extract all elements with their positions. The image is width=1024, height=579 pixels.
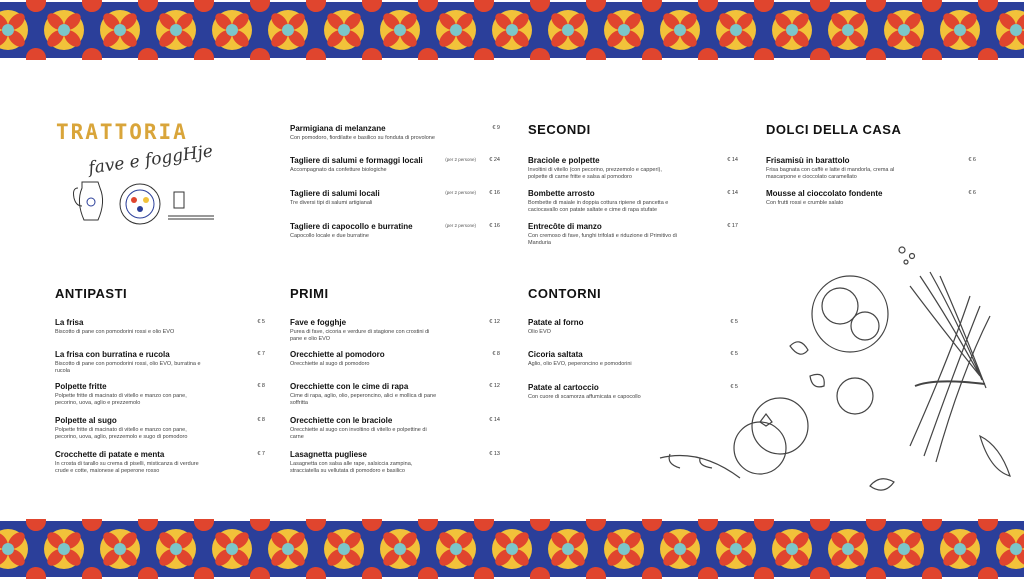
item-description: Con cremoso di fave, funghi trifolati e riduzione di Primitivo di Manduria [528, 233, 677, 246]
item-price: € 24 [489, 157, 500, 163]
item-description: Involtini di vitello (con pecorino, prezzemolo e capperi), polpette di carne fritte e salsa al pomodoro [528, 167, 662, 180]
item-description: Orecchiette al sugo di pomodoro [290, 361, 370, 367]
item-price: € 14 [489, 417, 500, 423]
item-name: Patate al cartoccio [528, 383, 599, 392]
item-description: Cime di rapa, aglio, olio, peperoncino, alici e mollica di pane soffritta [290, 393, 437, 406]
item-description: Con frutti rossi e crumble salato [766, 200, 844, 206]
item-price: € 7 [257, 351, 265, 357]
item-name: Mousse al cioccolato fondente [766, 189, 883, 198]
item-price: € 6 [968, 157, 976, 163]
menu-item [290, 156, 500, 174]
menu-item [290, 189, 500, 207]
item-note: (per 2 persone) [445, 223, 476, 228]
item-note: (per 2 persone) [445, 157, 476, 162]
item-price: € 7 [257, 451, 265, 457]
item-description: Purea di fave, cicoria e verdure di stagione con crostini di pane e olio EVO [290, 329, 430, 342]
section-title-antipasti: ANTIPASTI [55, 286, 128, 301]
item-description: In crosta di tarallo su crema di piselli, misticanza di verdure crude e cotte, maionese al peperone rosso [55, 461, 199, 474]
item-price: € 12 [489, 319, 500, 325]
menu-item [766, 156, 976, 181]
item-name: Fave e fogghje [290, 318, 347, 327]
menu-item [290, 350, 500, 368]
item-name: Crocchette di patate e menta [55, 450, 165, 459]
item-price: € 6 [968, 190, 976, 196]
menu-item [290, 222, 500, 240]
item-price: € 13 [489, 451, 500, 457]
item-name: Lasagnetta pugliese [290, 450, 367, 459]
item-description: Con pomodoro, fiordilatte e basilico su fonduta di provolone [290, 135, 435, 141]
menu-item [55, 318, 265, 336]
menu-item [55, 382, 265, 407]
tile-pattern-top [0, 0, 1024, 60]
top-tile-border [0, 0, 1024, 60]
item-price: € 5 [730, 351, 738, 357]
item-price: € 5 [730, 319, 738, 325]
item-name: Frisamisù in barattolo [766, 156, 850, 165]
item-name: Polpette fritte [55, 382, 107, 391]
section-title-dolci: DOLCI DELLA CASA [766, 122, 902, 137]
item-price: € 17 [727, 223, 738, 229]
item-price: € 8 [257, 417, 265, 423]
menu-item [528, 156, 738, 181]
menu-item [55, 416, 265, 441]
item-price: € 12 [489, 383, 500, 389]
item-description: Biscotto di pane con pomodorini rossi e olio EVO [55, 329, 175, 335]
menu-item [290, 416, 500, 441]
item-description: Olio EVO [528, 329, 551, 335]
item-name: Orecchiette con le cime di rapa [290, 382, 409, 391]
item-name: Orecchiette con le braciole [290, 416, 393, 425]
item-name: Cicoria saltata [528, 350, 583, 359]
item-name: Tagliere di salumi e formaggi locali [290, 156, 423, 165]
item-price: € 14 [727, 190, 738, 196]
item-description: Lasagnetta con salsa alle rape, salsiccia zampina, stracciatella su vellutata di pomodoro e basilico [290, 461, 413, 474]
section-title-secondi: SECONDI [528, 122, 591, 137]
menu-item [766, 189, 976, 207]
item-name: Orecchiette al pomodoro [290, 350, 385, 359]
item-price: € 16 [489, 223, 500, 229]
menu-item [528, 189, 738, 214]
item-name: Braciole e polpette [528, 156, 600, 165]
item-price: € 8 [492, 351, 500, 357]
menu-item [290, 450, 500, 475]
item-description: Frisa bagnata con caffè e latte di mandorla, crema al mascarpone e cioccolato caramellato [766, 167, 895, 180]
item-name: Tagliere di capocollo e burratine [290, 222, 413, 231]
item-name: Entrecôte di manzo [528, 222, 602, 231]
vegetables-illustration [640, 236, 1024, 520]
menu-item [55, 350, 265, 375]
brand-subtitle: fave e foggHje [87, 141, 215, 179]
item-name: La frisa con burratina e rucola [55, 350, 170, 359]
item-description: Con cuore di scamorza affumicata e capocollo [528, 394, 641, 400]
item-description: Capocollo locale e due burratine [290, 233, 369, 239]
item-name: Tagliere di salumi locali [290, 189, 380, 198]
item-price: € 8 [257, 383, 265, 389]
menu-item [290, 124, 500, 142]
item-name: Patate al forno [528, 318, 584, 327]
brand-title: TRATTORIA [56, 120, 188, 144]
menu-item [55, 450, 265, 475]
item-description: Biscotto di pane con pomodorini rossi, olio EVO, burratina e rucola [55, 361, 201, 374]
item-price: € 5 [730, 384, 738, 390]
menu-item [290, 318, 500, 343]
item-name: La frisa [55, 318, 84, 327]
section-title-primi: PRIMI [290, 286, 329, 301]
item-description: Aglio, olio EVO, peperoncino e pomodorini [528, 361, 632, 367]
item-description: Orecchiette al sugo con involtino di vitello e polpettine di carne [290, 427, 427, 440]
item-description: Bombette di maiale in doppia cottura ripiene di pancetta e caciocavallo con patate saltate e cime di rapa stufate [528, 200, 669, 213]
tile-pattern-bottom [0, 519, 1024, 579]
item-description: Tre diversi tipi di salumi artigianali [290, 200, 373, 206]
item-description: Polpette fritte di macinato di vitello e manzo con pane, pecorino, uova, aglio, prezzemolo e sugo di pomodoro [55, 427, 188, 440]
pitcher-plate-glass-icon [70, 176, 220, 230]
menu-item [290, 382, 500, 407]
item-name: Parmigiana di melanzane [290, 124, 386, 133]
item-description: Accompagnato da confetture biologiche [290, 167, 387, 173]
item-price: € 16 [489, 190, 500, 196]
item-description: Polpette fritte di macinato di vitello e manzo con pane, pecorino, uova, aglio e prezzemolo [55, 393, 187, 406]
item-price: € 14 [727, 157, 738, 163]
bottom-tile-border [0, 519, 1024, 579]
item-name: Polpette al sugo [55, 416, 117, 425]
section-title-contorni: CONTORNI [528, 286, 602, 301]
item-note: (per 2 persone) [445, 190, 476, 195]
item-price: € 5 [257, 319, 265, 325]
item-price: € 9 [492, 125, 500, 131]
item-name: Bombette arrosto [528, 189, 595, 198]
